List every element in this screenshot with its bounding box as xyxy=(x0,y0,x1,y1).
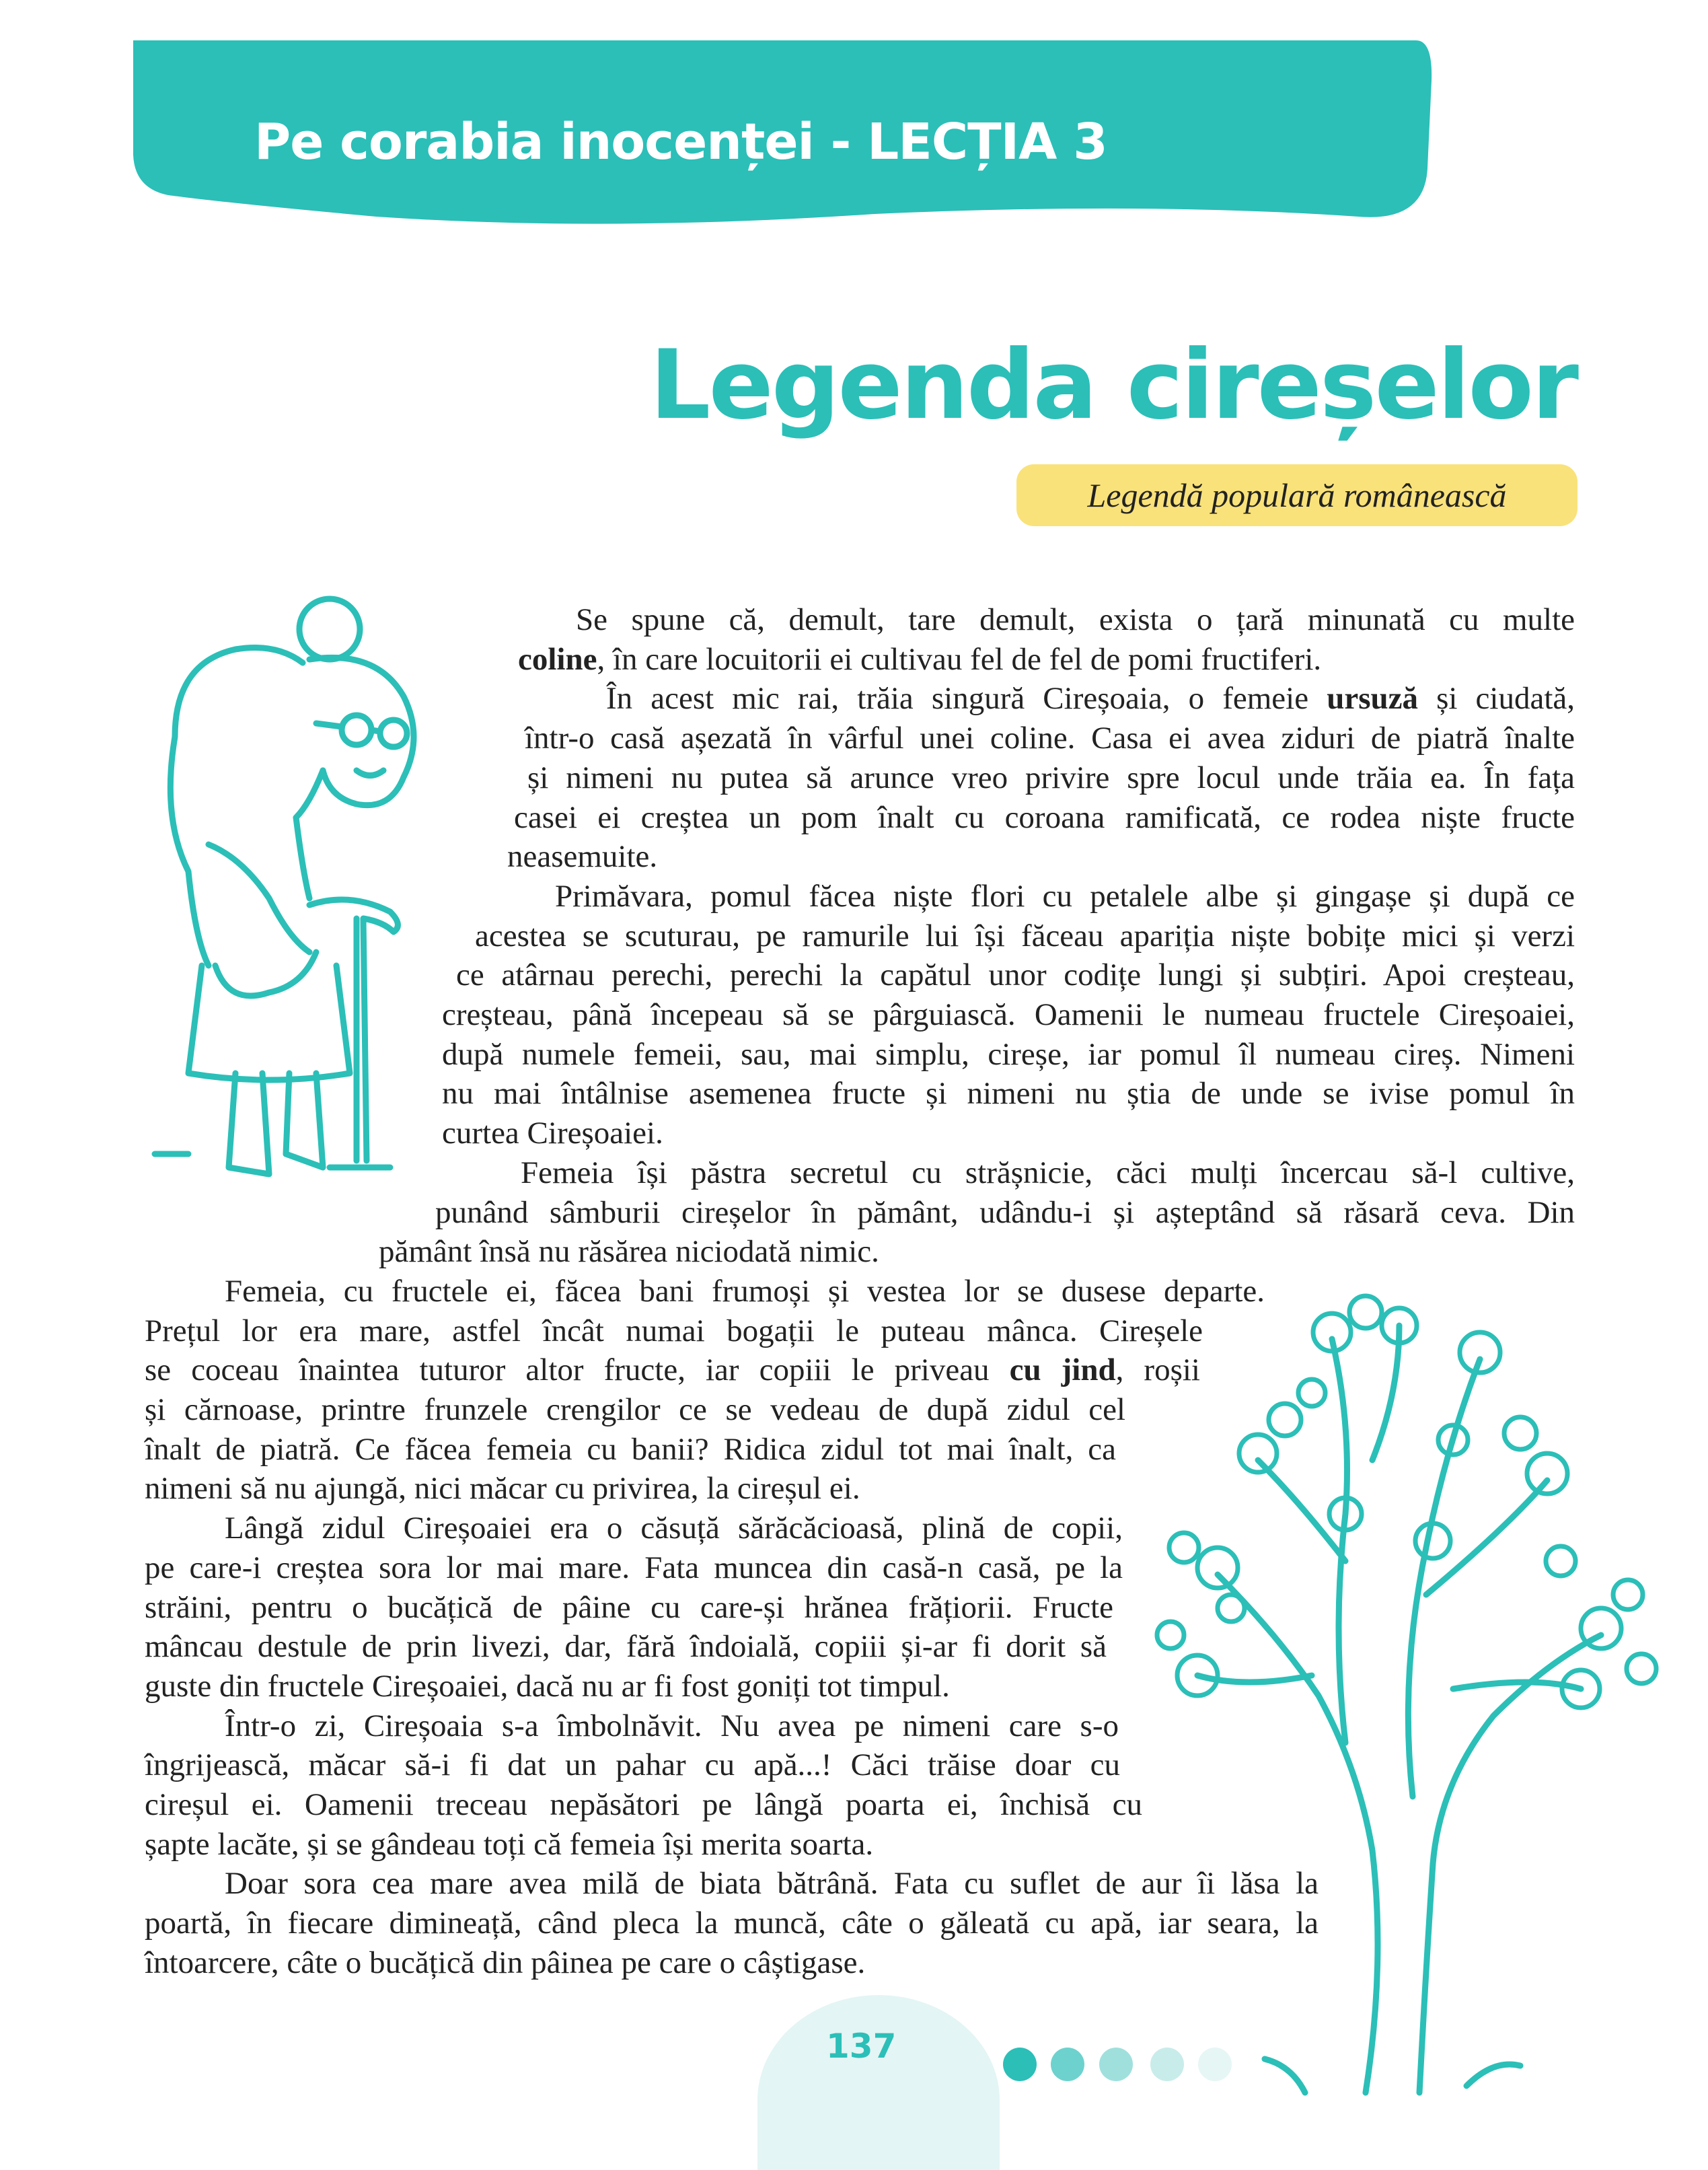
text-segment: șapte lacăte, și se gândeau toți că femeia își merita soarta. xyxy=(145,1826,874,1862)
text-segment: Prețul lor era mare, astfel încât numai bogații le puteau mânca. Cireșele xyxy=(145,1313,1203,1348)
text-segment: curtea Cireșoaiei. xyxy=(442,1116,663,1151)
subtitle-badge xyxy=(1016,464,1577,526)
text-segment: creșteau, până începeau să se pârguiască. Oamenii le numeau fructele Cireșoaiei, xyxy=(442,997,1575,1032)
progress-dot xyxy=(1051,2048,1084,2081)
text-segment: mâncau destule de prin livezi, dar, fără îndoială, copiii și-ar fi dorit să xyxy=(145,1629,1107,1665)
cherry-tree-illustration xyxy=(1144,1258,1668,2106)
text-line xyxy=(145,1390,1125,1430)
text-segment: acestea se scuturau, pe ramurile lui își făceau apariția niște bobițe mici și verzi xyxy=(475,918,1575,953)
bold-term: ursuză xyxy=(1327,681,1418,717)
text-segment: cireșul ei. Oamenii treceau nepăsători pe lângă poarta ei, închisă cu xyxy=(145,1787,1142,1822)
text-line xyxy=(145,1350,1200,1390)
text-segment: punând sâmburii cireșelor în pământ, udându-i și așteptând să răsară ceva. Din xyxy=(435,1194,1575,1230)
text-segment: și ciudată, xyxy=(1418,681,1575,717)
text-segment: întoarcere, câte o bucățică din pâinea pe care o câștigase. xyxy=(145,1945,866,1980)
text-line xyxy=(442,995,1575,1035)
text-segment: poartă, în fiecare dimineață, când pleca la muncă, câte o găleată cu apă, iar seara, la xyxy=(145,1906,1319,1941)
text-line xyxy=(475,916,1575,956)
text-segment: după numele femeii, sau, mai simplu, cireșe, iar pomul îl numeau cireș. Nimeni xyxy=(442,1036,1575,1072)
text-segment: casei ei creștea un pom înalt cu coroana ramificată, ce rodea niște fructe xyxy=(514,799,1575,835)
text-line xyxy=(576,600,1575,640)
text-segment: nimeni să nu ajungă, nici măcar cu privirea, la cireșul ei. xyxy=(145,1471,860,1507)
text-line xyxy=(606,679,1575,719)
grandmother-illustration xyxy=(135,589,491,1188)
progress-dot xyxy=(1099,2048,1133,2081)
text-segment: pământ însă nu răsărea niciodată nimic. xyxy=(379,1234,879,1270)
text-line xyxy=(527,758,1575,798)
text-line xyxy=(442,1035,1575,1075)
text-line xyxy=(145,1825,873,1865)
text-line xyxy=(145,1588,1113,1628)
progress-dot xyxy=(1198,2048,1232,2081)
text-segment: Doar sora cea mare avea milă de biata bătrână. Fata cu suflet de aur îi lăsa la xyxy=(225,1866,1319,1902)
text-segment: pe care-i creștea sora lor mai mare. Fata muncea din casă-n casă, pe la xyxy=(145,1550,1123,1585)
text-line xyxy=(555,877,1575,916)
text-line xyxy=(145,1785,1142,1825)
text-segment: se coceau înaintea tuturor altor fructe, iar copiii le priveau xyxy=(145,1352,1010,1388)
page-number: 137 xyxy=(826,2027,897,2066)
text-line xyxy=(145,1904,1319,1943)
text-line xyxy=(518,640,1321,680)
page-title: Legenda cireșelor xyxy=(649,330,1577,441)
text-line xyxy=(525,719,1575,758)
text-segment: într-o casă așezată în vârful unei coline. Casa ei avea ziduri de piatră înalte xyxy=(525,721,1575,756)
text-line xyxy=(145,1469,860,1509)
text-line xyxy=(225,1509,1123,1548)
text-segment: neasemuite. xyxy=(507,839,658,875)
text-line xyxy=(145,1943,865,1983)
text-segment: Se spune că, demult, tare demult, exista o țară minunată cu multe xyxy=(576,602,1575,637)
text-line xyxy=(145,1667,950,1706)
text-line xyxy=(521,1153,1575,1193)
text-line xyxy=(225,1706,1119,1746)
text-line xyxy=(225,1272,1265,1311)
text-segment: îngrijească, măcar să-i fi dat un pahar cu apă...! Căci trăise doar cu xyxy=(145,1747,1120,1783)
text-line xyxy=(145,1627,1107,1667)
progress-dot xyxy=(1003,2048,1037,2081)
text-line xyxy=(435,1193,1575,1233)
bold-term: cu jind xyxy=(1009,1352,1116,1388)
text-segment: Lângă zidul Cireșoaiei era o căsuță sărăcăcioasă, plină de copii, xyxy=(225,1511,1123,1546)
page-number-background xyxy=(757,1995,1000,2170)
text-line xyxy=(145,1745,1120,1785)
lesson-header-title: Pe corabia inocenței - LECȚIA 3 xyxy=(254,113,1107,171)
text-line xyxy=(514,798,1575,838)
text-line xyxy=(145,1548,1123,1588)
text-segment: Femeia își păstra secretul cu strășnicie, căci mulți încercau să-l cultive, xyxy=(521,1155,1575,1190)
text-segment: nu mai întâlnise asemenea fructe și nimeni nu știa de unde se ivise pomul în xyxy=(442,1076,1575,1112)
text-segment: și nimeni nu putea să arunce vreo privire spre locul unde trăia ea. În fața xyxy=(527,760,1575,795)
subtitle-text: Legendă populară românească xyxy=(1087,476,1507,514)
text-segment: Femeia, cu fructele ei, făcea bani frumoși și vestea lor se dusese departe. xyxy=(225,1273,1265,1309)
text-segment: , în care locuitorii ei cultivau fel de fel de pomi fructiferi. xyxy=(597,641,1322,677)
text-line xyxy=(145,1430,1116,1470)
text-segment: Într-o zi, Cireșoaia s-a îmbolnăvit. Nu avea pe nimeni care s-o xyxy=(225,1708,1119,1743)
text-segment: În acest mic rai, trăia singură Cireșoaia, o femeie xyxy=(606,681,1327,717)
progress-dot xyxy=(1150,2048,1184,2081)
text-line xyxy=(507,837,657,877)
text-segment: Primăvara, pomul făcea niște flori cu petalele albe și gingașe și după ce xyxy=(555,878,1575,914)
text-line xyxy=(442,1074,1575,1114)
text-segment: și cărnoase, printre frunzele crengilor ce se vedeau de după zidul cel xyxy=(145,1392,1125,1427)
text-segment: guste din fructele Cireșoaiei, dacă nu ar fi fost goniți tot timpul. xyxy=(145,1668,950,1704)
text-segment: înalt de piatră. Ce făcea femeia cu banii? Ridica zidul tot mai înalt, ca xyxy=(145,1431,1116,1467)
text-line xyxy=(456,955,1575,995)
text-line xyxy=(379,1232,879,1272)
text-segment: ce atârnau perechi, perechi la capătul unor codițe lungi și subțiri. Apoi creșteau, xyxy=(456,957,1575,993)
text-segment: , roșii xyxy=(1115,1352,1200,1388)
text-segment: străini, pentru o bucățică de pâine cu care-și hrănea frățiorii. Fructe xyxy=(145,1589,1113,1625)
text-line xyxy=(145,1311,1203,1351)
bold-term: coline xyxy=(518,641,597,677)
